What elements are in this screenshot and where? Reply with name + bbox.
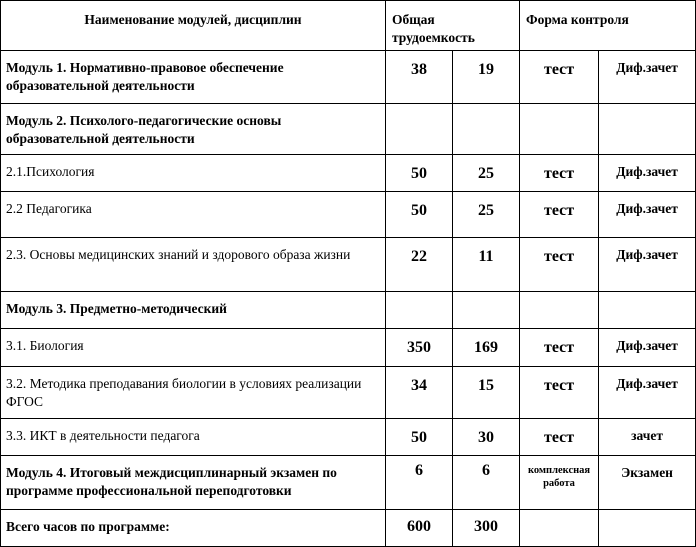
row-form: комплексная работа — [520, 456, 599, 510]
row-total: 34 — [386, 367, 453, 419]
row-total: 50 — [386, 419, 453, 456]
row-name: Модуль 2. Психолого-педагогические основы образовательной деятельности — [1, 104, 386, 155]
row-name: 2.2 Педагогика — [1, 192, 386, 238]
row-attest: Диф.зачет — [599, 192, 696, 238]
row-total: 350 — [386, 329, 453, 367]
table-row-total — [1, 510, 696, 547]
row-form: тест — [520, 367, 599, 419]
table-row — [1, 192, 696, 238]
row-attest — [599, 510, 696, 547]
row-name: 3.1. Биология — [1, 329, 386, 367]
row-total: 600 — [386, 510, 453, 547]
row-contact: 30 — [453, 419, 520, 456]
row-contact: 300 — [453, 510, 520, 547]
row-contact: 11 — [453, 238, 520, 292]
row-form: тест — [520, 51, 599, 104]
row-contact — [453, 104, 520, 155]
row-name: 2.3. Основы медицинских знаний и здорового образа жизни — [1, 238, 386, 292]
row-attest: зачет — [599, 419, 696, 456]
row-total: 22 — [386, 238, 453, 292]
row-contact: 169 — [453, 329, 520, 367]
row-attest — [599, 292, 696, 329]
table-row — [1, 104, 696, 155]
row-name: 3.3. ИКТ в деятельности педагога — [1, 419, 386, 456]
row-contact — [453, 292, 520, 329]
row-attest: Диф.зачет — [599, 329, 696, 367]
row-attest: Экзамен — [599, 456, 696, 510]
row-form: тест — [520, 192, 599, 238]
row-form: тест — [520, 155, 599, 192]
table-header-row — [1, 1, 696, 51]
row-contact: 19 — [453, 51, 520, 104]
row-attest: Диф.зачет — [599, 155, 696, 192]
row-attest: Диф.зачет — [599, 51, 696, 104]
row-attest — [599, 104, 696, 155]
row-name: Модуль 3. Предметно-методический — [1, 292, 386, 329]
header-name-col: Наименование модулей, дисциплин — [1, 1, 386, 51]
row-name: Всего часов по программе: — [1, 510, 386, 547]
row-name: 3.2. Методика преподавания биологии в условиях реализации ФГОС — [1, 367, 386, 419]
row-contact: 6 — [453, 456, 520, 510]
table-row — [1, 456, 696, 510]
row-total: 50 — [386, 155, 453, 192]
row-total — [386, 104, 453, 155]
table-row — [1, 238, 696, 292]
row-total: 50 — [386, 192, 453, 238]
row-contact: 15 — [453, 367, 520, 419]
table-row — [1, 51, 696, 104]
row-form — [520, 104, 599, 155]
row-total: 6 — [386, 456, 453, 510]
header-hours-col: Общая трудоемкость — [386, 1, 520, 51]
row-contact: 25 — [453, 155, 520, 192]
row-total — [386, 292, 453, 329]
row-form — [520, 510, 599, 547]
row-form: тест — [520, 419, 599, 456]
table-row — [1, 419, 696, 456]
row-name: Модуль 1. Нормативно-правовое обеспечение образовательной деятельности — [1, 51, 386, 104]
row-form: тест — [520, 329, 599, 367]
row-name: Модуль 4. Итоговый междисциплинарный экзамен по программе профессиональной переподготовки — [1, 456, 386, 510]
row-attest: Диф.зачет — [599, 367, 696, 419]
header-control-col: Форма контроля — [520, 1, 696, 51]
row-form — [520, 292, 599, 329]
row-total: 38 — [386, 51, 453, 104]
table-row — [1, 155, 696, 192]
row-form: тест — [520, 238, 599, 292]
table-row — [1, 367, 696, 419]
table-row — [1, 292, 696, 329]
row-name: 2.1.Психология — [1, 155, 386, 192]
row-contact: 25 — [453, 192, 520, 238]
table-row — [1, 329, 696, 367]
row-attest: Диф.зачет — [599, 238, 696, 292]
